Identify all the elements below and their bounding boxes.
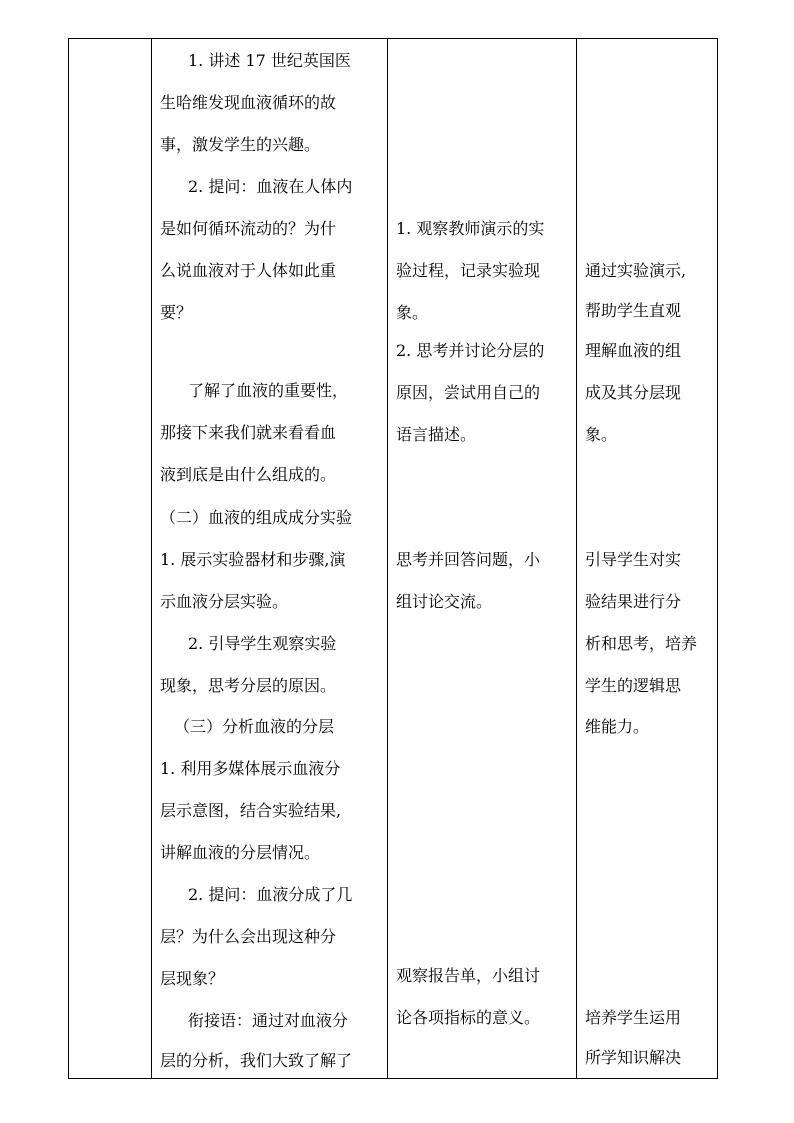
teacher-text-line: 层？为什么会出现这种分 (160, 927, 337, 946)
teacher-text-line: 层的分析，我们大致了解了 (160, 1051, 353, 1070)
intent-text-line: 析和思考，培养 (585, 634, 698, 653)
intent-text-line: 验结果进行分 (585, 592, 682, 611)
teacher-text-line: 讲解血液的分层情况。 (160, 843, 321, 862)
student-text-line: 组讨论交流。 (396, 592, 493, 611)
teacher-text-line: （二）血液的组成成分实验 (160, 508, 353, 527)
student-text-line: 1. 观察教师演示的实 (396, 219, 545, 238)
student-activity-cell (388, 39, 576, 1078)
student-text-line: 原因，尝试用自己的 (396, 383, 541, 402)
intent-text-line: 象。 (585, 425, 618, 444)
teacher-text-line: 示血液分层实验。 (160, 592, 289, 611)
teacher-text-line: （三）分析血液的分层 (174, 717, 335, 736)
student-text-line: 验过程，记录实验现 (396, 261, 541, 280)
intent-text-line: 理解血液的组 (585, 341, 682, 360)
teacher-text-line: 2. 提问：血液在人体内 (188, 177, 353, 196)
intent-text-line: 通过实验演示, (585, 261, 687, 280)
teacher-text-line: 么说血液对于人体如此重 (160, 261, 337, 280)
design-intent-cell (577, 39, 718, 1078)
student-text-line: 观察报告单，小组讨 (396, 966, 541, 985)
intent-text-line: 学生的逻辑思 (585, 676, 682, 695)
teacher-text-line: 层现象？ (160, 969, 225, 988)
teacher-text-line: 那接下来我们就来看看血 (160, 423, 337, 442)
teacher-text-line: 生哈维发现血液循环的故 (160, 93, 337, 112)
teacher-text-line: 1. 利用多媒体展示血液分 (160, 759, 341, 778)
student-text-line: 象。 (396, 303, 429, 322)
intent-text-line: 维能力。 (585, 717, 650, 736)
intent-text-line: 帮助学生直观 (585, 301, 682, 320)
teacher-text-line: 2. 提问：血液分成了几 (188, 885, 353, 904)
teacher-text-line: 要？ (160, 303, 193, 322)
teacher-text-line: 衔接语：通过对血液分 (188, 1011, 349, 1030)
teacher-text-line: 是如何循环流动的？为什 (160, 219, 337, 238)
student-text-line: 论各项指标的意义。 (396, 1008, 541, 1027)
teacher-text-line: 液到底是由什么组成的。 (160, 465, 337, 484)
intent-text-line: 成及其分层现 (585, 383, 682, 402)
teacher-text-line: 1. 讲述 17 世纪英国医 (188, 51, 351, 70)
label-cell (69, 39, 151, 1078)
student-text-line: 语言描述。 (396, 425, 477, 444)
student-text-line: 思考并回答问题，小 (396, 550, 541, 569)
intent-text-line: 培养学生运用 (585, 1008, 682, 1027)
intent-text-line: 所学知识解决 (585, 1048, 682, 1067)
student-text-line: 2. 思考并讨论分层的 (396, 341, 545, 360)
teacher-text-line: 1. 展示实验器材和步骤,演 (160, 550, 346, 569)
teacher-text-line: 事，激发学生的兴趣。 (160, 135, 321, 154)
teacher-activity-cell (152, 39, 387, 1078)
teacher-text-line: 现象，思考分层的原因。 (160, 676, 337, 695)
intent-text-line: 引导学生对实 (585, 550, 682, 569)
teacher-text-line: 2. 引导学生观察实验 (188, 634, 337, 653)
teacher-text-line: 层示意图，结合实验结果, (160, 801, 342, 820)
teacher-text-line: 了解了血液的重要性， (188, 381, 349, 400)
lesson-plan-table (68, 38, 718, 1079)
